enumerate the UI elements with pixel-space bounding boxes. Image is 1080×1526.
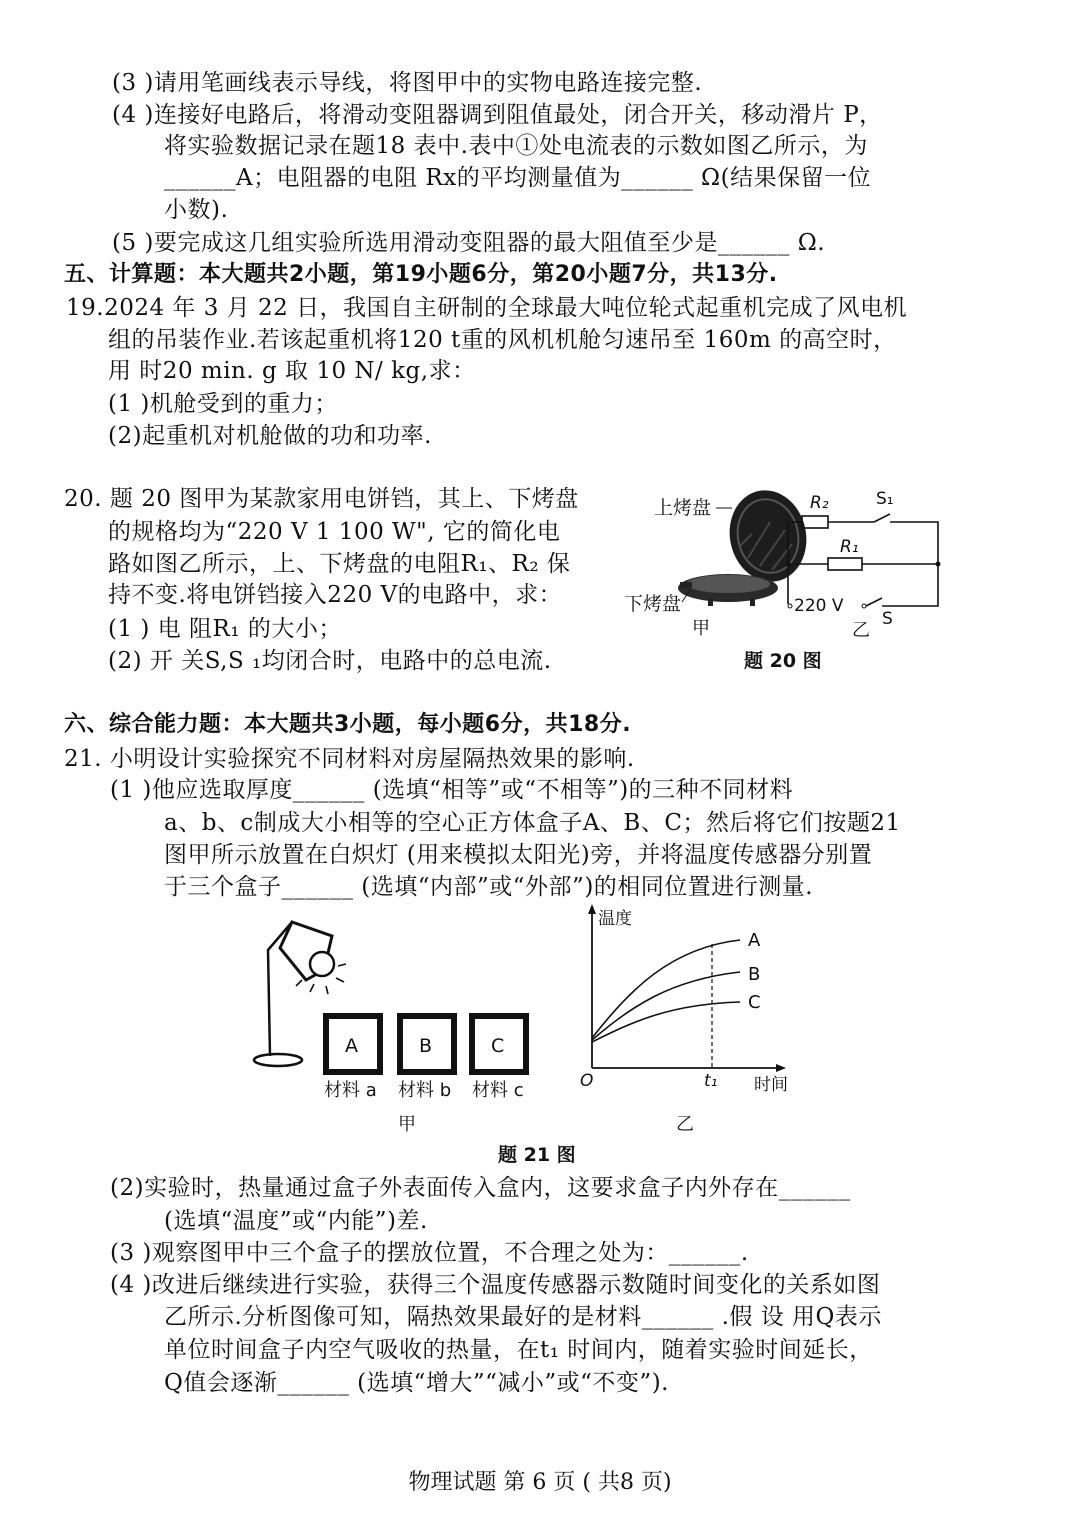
- q20-part2: (2) 开 关S,S ₁均闭合时，电路中的总电流.: [108, 648, 552, 674]
- q20-part1: (1 ) 电 阻R₁ 的大小；: [108, 616, 342, 642]
- q21-part1-line1: (1 )他应选取厚度______ (选填“相等”或“不相等”)的三种不同材料: [110, 777, 794, 803]
- r1-label: R₁: [840, 537, 859, 557]
- q18-part4-line1: (4 )连接好电路后，将滑动变阻器调到阻值最处，闭合开关，移动滑片 P，: [112, 102, 883, 128]
- incandescent-lamp-illustration: [254, 922, 346, 1066]
- curve-c-label: C: [748, 992, 761, 1013]
- material-b-label: 材料 b: [398, 1080, 452, 1101]
- curve-b-label: B: [748, 964, 761, 985]
- q20-line3: 路如图乙所示，上、下烤盘的电阻R₁、R₂ 保: [108, 551, 571, 577]
- q18-part4-line2: 将实验数据记录在题18 表中.表中①处电流表的示数如图乙所示，为: [164, 133, 868, 159]
- curve-b: [592, 972, 740, 1040]
- q19-line1: 19.2024 年 3 月 22 日，我国自主研制的全球最大吨位轮式起重机完成了风电机: [66, 295, 908, 321]
- s1-label: S₁: [876, 489, 894, 509]
- section-6-heading: 六、综合能力题：本大题共3小题，每小题6分，共18分.: [64, 712, 632, 737]
- fig21-jia-label: 甲: [398, 1114, 416, 1135]
- lower-plate-label: 下烤盘: [624, 593, 682, 615]
- fig20-yi-label: 乙: [852, 620, 870, 641]
- switch-s1: [874, 514, 890, 522]
- q21-part2-line1: (2)实验时，热量通过盒子外表面传入盒内，这要求盒子内外存在______: [110, 1175, 851, 1201]
- q20-line2: 的规格均为“220 V 1 100 W", 它的简化电: [108, 519, 561, 545]
- x-axis-label: 时间: [754, 1075, 788, 1095]
- circuit-diagram: [788, 514, 938, 606]
- q18-part3: (3 )请用笔画线表示导线，将图甲中的实物电路连接完整.: [112, 70, 703, 96]
- figure-21: [240, 900, 810, 1140]
- material-c-label: 材料 c: [472, 1080, 524, 1101]
- q21-part4-line1: (4 )改进后继续进行实验，获得三个温度传感器示数随时间变化的关系如图: [110, 1272, 881, 1298]
- q18-part4-line4: 小数).: [164, 197, 229, 223]
- voltage-label: 220 V: [794, 596, 844, 616]
- fig20-jia-label: 甲: [692, 618, 710, 639]
- box-c-label: C: [491, 1035, 505, 1057]
- box-a-label: A: [345, 1035, 358, 1057]
- q21-line1: 21. 小明设计实验探究不同材料对房屋隔热效果的影响.: [64, 746, 635, 772]
- fig20-caption: 题 20 图: [744, 650, 822, 672]
- q19-line3: 用 时20 min. g 取 10 N/ kg,求：: [108, 358, 476, 384]
- q21-part1-line3: 图甲所示放置在白炽灯 (用来模拟太阳光)旁，并将温度传感器分别置: [164, 842, 873, 868]
- upper-plate-label: 上烤盘: [654, 497, 712, 519]
- section-5-heading: 五、计算题：本大题共2小题，第19小题6分，第20小题7分，共13分.: [64, 262, 778, 287]
- fig21-yi-label: 乙: [676, 1114, 694, 1135]
- fig21-caption: 题 21 图: [498, 1144, 576, 1166]
- q20-line4: 持不变.将电饼铛接入220 V的电路中，求：: [108, 582, 563, 608]
- t1-label: t₁: [704, 1071, 718, 1091]
- material-a-label: 材料 a: [324, 1080, 377, 1101]
- page-footer: 物理试题 第 6 页 ( 共8 页): [408, 1470, 672, 1495]
- y-axis-label: 温度: [598, 909, 632, 929]
- switch-s: [866, 598, 882, 606]
- q20-line1: 20. 题 20 图甲为某款家用电饼铛，其上、下烤盘: [64, 486, 579, 512]
- q18-part4-line3: ______A；电阻器的电阻 Rx的平均测量值为______ Ω(结果保留一位: [164, 165, 872, 191]
- q21-part4-line4: Q值会逐渐______ (选填“增大”“减小”或“不变”).: [164, 1370, 669, 1396]
- resistor-r1: [828, 558, 862, 570]
- q21-part3: (3 )观察图甲中三个盒子的摆放位置，不合理之处为：______.: [110, 1240, 749, 1266]
- q21-part2-line2: (选填“温度”或“内能”)差.: [164, 1208, 428, 1234]
- s-label: S: [882, 609, 893, 629]
- q18-part5: (5 )要完成这几组实验所选用滑动变阻器的最大阻值至少是______ Ω.: [112, 230, 826, 256]
- q21-part1-line2: a、b、c制成大小相等的空心正方体盒子A、B、C；然后将它们按题21: [164, 810, 901, 836]
- q21-part1-line4: 于三个盒子______ (选填“内部”或“外部”)的相同位置进行测量.: [164, 874, 814, 900]
- r2-label: R₂: [810, 493, 829, 513]
- resistor-r2: [802, 516, 828, 528]
- q19-part2: (2)起重机对机舱做的功和功率.: [108, 423, 432, 449]
- q21-part4-line2: 乙所示.分析图像可知，隔热效果最好的是材料______ .假 设 用Q表示: [164, 1304, 882, 1330]
- q19-part1: (1 )机舱受到的重力；: [108, 391, 338, 417]
- q21-part4-line3: 单位时间盒子内空气吸收的热量，在t₁ 时间内，随着实验时间延长，: [164, 1337, 873, 1363]
- box-b-label: B: [419, 1035, 433, 1057]
- curve-a: [592, 940, 740, 1038]
- q19-line2: 组的吊装作业.若该起重机将120 t重的风机机舱匀速吊至 160m 的高空时，: [108, 327, 897, 353]
- curve-a-label: A: [748, 930, 761, 951]
- origin-label: O: [580, 1071, 594, 1091]
